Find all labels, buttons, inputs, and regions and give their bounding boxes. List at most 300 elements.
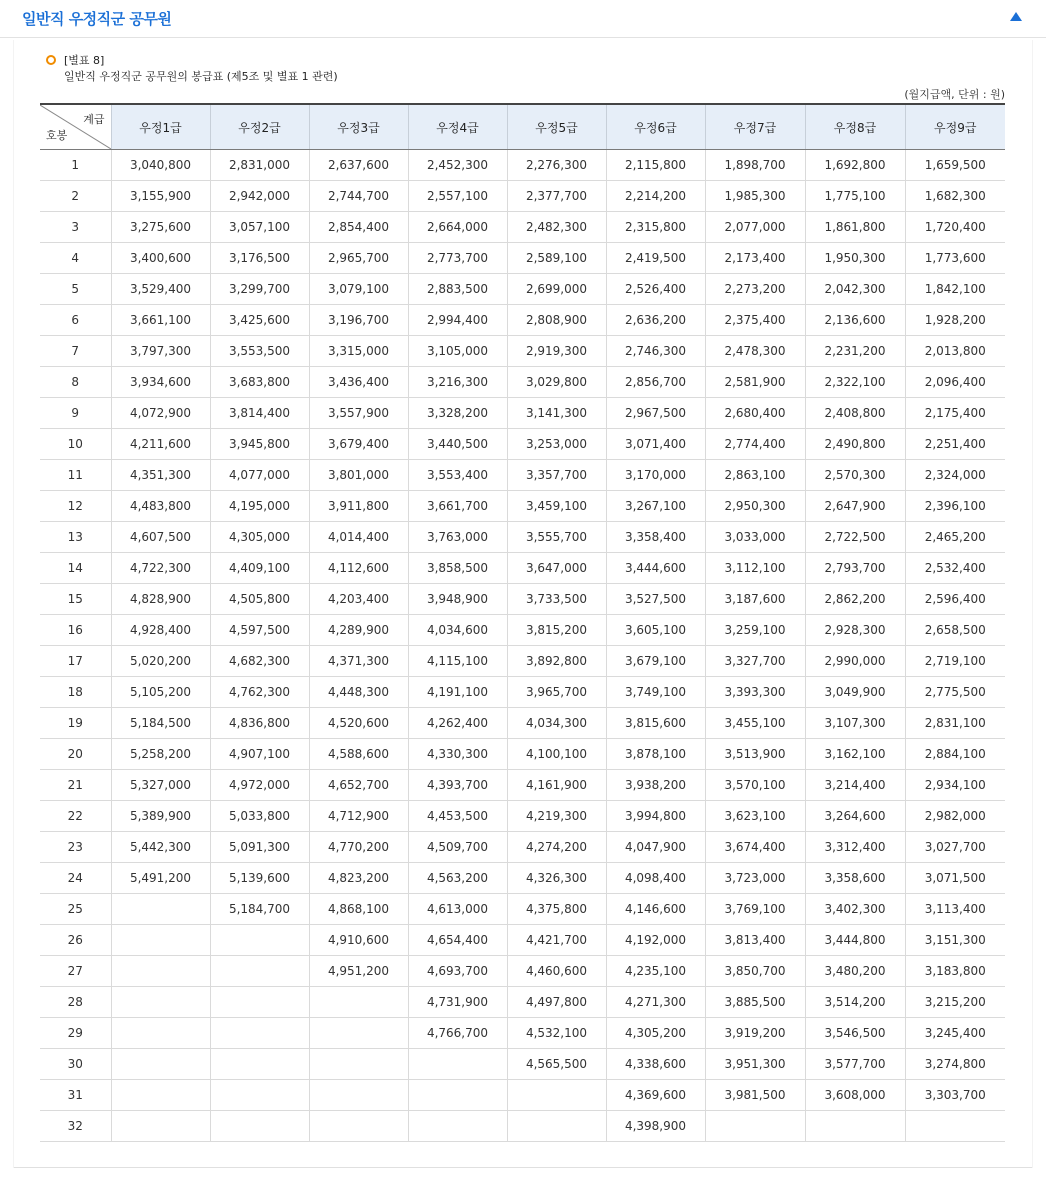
salary-cell: 3,436,400 [309,367,408,398]
salary-cell: 2,647,900 [805,491,905,522]
salary-cell: 3,245,400 [905,1018,1005,1049]
step-cell: 2 [40,181,111,212]
step-cell: 6 [40,305,111,336]
salary-cell: 2,465,200 [905,522,1005,553]
table-row [40,181,1005,212]
salary-cell: 4,766,700 [408,1018,507,1049]
section-title: 일반직 우정직군 공무원 [22,10,172,28]
salary-cell: 3,113,400 [905,894,1005,925]
salary-cell: 3,049,900 [805,677,905,708]
salary-cell: 3,801,000 [309,460,408,491]
step-cell: 16 [40,615,111,646]
salary-cell: 3,455,100 [705,708,805,739]
salary-cell: 4,563,200 [408,863,507,894]
salary-cell: 5,033,800 [210,801,309,832]
step-cell: 19 [40,708,111,739]
step-cell: 14 [40,553,111,584]
salary-cell: 3,141,300 [507,398,606,429]
salary-cell: 4,326,300 [507,863,606,894]
table-caption: 일반직 우정직군 공무원의 봉급표 (제5조 및 별표 1 관련) [64,70,338,83]
salary-cell: 3,546,500 [805,1018,905,1049]
salary-cell: 2,928,300 [805,615,905,646]
salary-cell: 5,091,300 [210,832,309,863]
salary-cell: 2,774,400 [705,429,805,460]
salary-cell: 3,275,600 [111,212,210,243]
salary-cell: 4,712,900 [309,801,408,832]
salary-cell: 4,654,400 [408,925,507,956]
salary-cell: 3,555,700 [507,522,606,553]
salary-cell: 3,733,500 [507,584,606,615]
salary-cell: 2,854,400 [309,212,408,243]
salary-cell [210,925,309,956]
salary-cell: 4,972,000 [210,770,309,801]
column-header: 우정1급 [111,104,210,150]
salary-cell: 4,112,600 [309,553,408,584]
step-cell: 11 [40,460,111,491]
salary-cell: 1,842,100 [905,274,1005,305]
salary-cell: 4,928,400 [111,615,210,646]
salary-cell: 4,305,000 [210,522,309,553]
salary-cell: 4,607,500 [111,522,210,553]
salary-cell: 4,330,300 [408,739,507,770]
salary-cell [111,925,210,956]
salary-cell: 2,096,400 [905,367,1005,398]
salary-cell: 2,115,800 [606,150,705,181]
table-row [40,367,1005,398]
step-cell: 27 [40,956,111,987]
salary-cell: 4,211,600 [111,429,210,460]
salary-cell: 3,357,700 [507,460,606,491]
collapse-up-icon[interactable] [1010,12,1022,21]
salary-cell [309,1080,408,1111]
salary-cell: 2,680,400 [705,398,805,429]
salary-cell: 3,176,500 [210,243,309,274]
step-cell: 9 [40,398,111,429]
column-header: 우정5급 [507,104,606,150]
salary-cell: 3,183,800 [905,956,1005,987]
salary-cell: 4,682,300 [210,646,309,677]
salary-cell: 2,478,300 [705,336,805,367]
salary-cell: 3,264,600 [805,801,905,832]
salary-cell: 3,299,700 [210,274,309,305]
salary-cell [705,1111,805,1142]
step-cell: 25 [40,894,111,925]
salary-cell: 4,951,200 [309,956,408,987]
unit-label: (월지급액, 단위 : 원) [904,88,1005,101]
salary-cell: 4,770,200 [309,832,408,863]
salary-cell: 2,699,000 [507,274,606,305]
salary-cell: 3,797,300 [111,336,210,367]
salary-cell: 4,274,200 [507,832,606,863]
salary-cell: 4,398,900 [606,1111,705,1142]
salary-cell: 2,231,200 [805,336,905,367]
salary-cell: 1,682,300 [905,181,1005,212]
salary-cell: 3,071,400 [606,429,705,460]
salary-cell: 3,105,000 [408,336,507,367]
column-header: 우정3급 [309,104,408,150]
step-cell: 31 [40,1080,111,1111]
salary-cell: 3,945,800 [210,429,309,460]
step-cell: 22 [40,801,111,832]
salary-cell [210,1049,309,1080]
salary-cell: 4,235,100 [606,956,705,987]
salary-cell: 4,191,100 [408,677,507,708]
salary-cell: 3,529,400 [111,274,210,305]
salary-cell: 2,919,300 [507,336,606,367]
column-header: 우정7급 [705,104,805,150]
salary-cell: 3,112,100 [705,553,805,584]
salary-cell: 3,814,400 [210,398,309,429]
salary-cell: 4,305,200 [606,1018,705,1049]
table-row [40,956,1005,987]
salary-cell: 2,967,500 [606,398,705,429]
table-row [40,150,1005,181]
salary-cell: 4,289,900 [309,615,408,646]
salary-cell: 4,652,700 [309,770,408,801]
step-cell: 28 [40,987,111,1018]
salary-cell: 5,105,200 [111,677,210,708]
salary-cell [309,1018,408,1049]
salary-cell: 3,029,800 [507,367,606,398]
header-divider [0,37,1046,38]
section-header [0,0,1046,38]
salary-cell: 4,910,600 [309,925,408,956]
salary-cell: 5,020,200 [111,646,210,677]
corner-grade-label: 계급 [83,113,105,126]
salary-cell: 3,057,100 [210,212,309,243]
salary-cell: 2,570,300 [805,460,905,491]
step-cell: 8 [40,367,111,398]
salary-cell: 3,267,100 [606,491,705,522]
salary-cell [111,1018,210,1049]
salary-cell [408,1080,507,1111]
salary-cell: 1,720,400 [905,212,1005,243]
table-row [40,553,1005,584]
column-header: 우정4급 [408,104,507,150]
salary-cell: 3,274,800 [905,1049,1005,1080]
salary-cell: 3,911,800 [309,491,408,522]
salary-cell: 2,273,200 [705,274,805,305]
salary-cell: 2,994,400 [408,305,507,336]
salary-cell: 3,480,200 [805,956,905,987]
table-row [40,677,1005,708]
salary-cell: 2,658,500 [905,615,1005,646]
salary-cell: 3,965,700 [507,677,606,708]
salary-cell [309,987,408,1018]
salary-cell: 3,553,500 [210,336,309,367]
salary-cell: 4,836,800 [210,708,309,739]
step-cell: 13 [40,522,111,553]
salary-cell [210,987,309,1018]
salary-cell: 2,532,400 [905,553,1005,584]
salary-cell: 2,775,500 [905,677,1005,708]
salary-cell: 2,636,200 [606,305,705,336]
salary-cell: 3,557,900 [309,398,408,429]
salary-cell: 2,526,400 [606,274,705,305]
salary-cell: 5,184,500 [111,708,210,739]
salary-cell: 4,409,100 [210,553,309,584]
table-row [40,305,1005,336]
salary-cell: 3,071,500 [905,863,1005,894]
salary-cell: 3,623,100 [705,801,805,832]
salary-cell: 4,453,500 [408,801,507,832]
table-row [40,429,1005,460]
salary-cell: 2,719,100 [905,646,1005,677]
salary-cell: 4,338,600 [606,1049,705,1080]
salary-cell [408,1111,507,1142]
salary-cell: 3,033,000 [705,522,805,553]
salary-cell [309,1111,408,1142]
salary-cell: 2,490,800 [805,429,905,460]
salary-cell: 3,513,900 [705,739,805,770]
salary-cell: 3,040,800 [111,150,210,181]
step-cell: 32 [40,1111,111,1142]
table-row [40,1049,1005,1080]
column-header: 우정2급 [210,104,309,150]
salary-cell: 4,597,500 [210,615,309,646]
salary-cell: 4,613,000 [408,894,507,925]
salary-cell: 3,315,000 [309,336,408,367]
salary-cell: 2,377,700 [507,181,606,212]
salary-cell: 4,203,400 [309,584,408,615]
salary-cell: 4,161,900 [507,770,606,801]
table-row [40,460,1005,491]
salary-cell: 2,136,600 [805,305,905,336]
salary-cell: 1,659,500 [905,150,1005,181]
salary-cell: 2,965,700 [309,243,408,274]
salary-cell [210,1111,309,1142]
salary-cell: 2,883,500 [408,274,507,305]
salary-cell: 4,828,900 [111,584,210,615]
salary-cell: 3,661,100 [111,305,210,336]
salary-cell: 2,276,300 [507,150,606,181]
salary-cell: 4,393,700 [408,770,507,801]
salary-cell: 3,683,800 [210,367,309,398]
step-cell: 18 [40,677,111,708]
salary-cell: 4,693,700 [408,956,507,987]
salary-cell [111,956,210,987]
salary-cell: 2,251,400 [905,429,1005,460]
salary-cell: 1,985,300 [705,181,805,212]
salary-cell: 4,077,000 [210,460,309,491]
salary-cell: 4,271,300 [606,987,705,1018]
table-row [40,739,1005,770]
salary-cell: 3,878,100 [606,739,705,770]
table-row [40,770,1005,801]
table-row [40,832,1005,863]
salary-cell: 3,327,700 [705,646,805,677]
salary-cell: 2,773,700 [408,243,507,274]
salary-cell: 4,192,000 [606,925,705,956]
salary-cell [111,1049,210,1080]
salary-cell: 3,749,100 [606,677,705,708]
step-cell: 3 [40,212,111,243]
salary-cell: 3,216,300 [408,367,507,398]
step-cell: 24 [40,863,111,894]
step-cell: 23 [40,832,111,863]
column-header: 우정9급 [905,104,1005,150]
salary-cell: 3,170,000 [606,460,705,491]
salary-cell: 4,460,600 [507,956,606,987]
appendix-label: [별표 8] [64,54,105,67]
salary-cell: 3,253,000 [507,429,606,460]
step-cell: 17 [40,646,111,677]
salary-cell: 3,527,500 [606,584,705,615]
salary-cell: 4,532,100 [507,1018,606,1049]
salary-cell: 5,184,700 [210,894,309,925]
table-row [40,491,1005,522]
salary-cell: 5,258,200 [111,739,210,770]
salary-cell: 2,077,000 [705,212,805,243]
salary-cell [210,1080,309,1111]
salary-cell: 4,505,800 [210,584,309,615]
salary-cell: 4,115,100 [408,646,507,677]
table-row [40,646,1005,677]
salary-cell: 3,608,000 [805,1080,905,1111]
step-cell: 21 [40,770,111,801]
salary-cell: 2,950,300 [705,491,805,522]
corner-step-label: 호봉 [46,129,68,142]
salary-cell: 3,151,300 [905,925,1005,956]
salary-cell: 4,351,300 [111,460,210,491]
salary-cell: 1,692,800 [805,150,905,181]
salary-cell: 3,358,600 [805,863,905,894]
salary-cell: 4,072,900 [111,398,210,429]
salary-cell: 3,155,900 [111,181,210,212]
salary-cell: 3,723,000 [705,863,805,894]
salary-cell: 1,950,300 [805,243,905,274]
salary-cell: 2,589,100 [507,243,606,274]
table-row [40,522,1005,553]
salary-cell: 4,219,300 [507,801,606,832]
salary-cell: 4,509,700 [408,832,507,863]
table-row [40,925,1005,956]
step-cell: 30 [40,1049,111,1080]
salary-cell: 3,892,800 [507,646,606,677]
salary-cell: 4,520,600 [309,708,408,739]
salary-cell: 2,042,300 [805,274,905,305]
salary-cell: 2,808,900 [507,305,606,336]
salary-cell: 4,868,100 [309,894,408,925]
salary-cell: 2,408,800 [805,398,905,429]
step-cell: 29 [40,1018,111,1049]
step-cell: 5 [40,274,111,305]
salary-cell: 3,679,100 [606,646,705,677]
table-row [40,894,1005,925]
salary-cell: 3,440,500 [408,429,507,460]
salary-cell: 5,442,300 [111,832,210,863]
salary-cell [507,1080,606,1111]
column-header: 우정6급 [606,104,705,150]
salary-cell: 2,175,400 [905,398,1005,429]
salary-cell: 2,982,000 [905,801,1005,832]
table-row [40,615,1005,646]
salary-cell: 3,402,300 [805,894,905,925]
salary-cell: 3,813,400 [705,925,805,956]
salary-cell: 3,948,900 [408,584,507,615]
salary-cell: 2,744,700 [309,181,408,212]
salary-cell: 3,679,400 [309,429,408,460]
salary-cell: 4,448,300 [309,677,408,708]
salary-cell [309,1049,408,1080]
salary-cell: 4,146,600 [606,894,705,925]
table-row [40,1080,1005,1111]
salary-cell [111,894,210,925]
salary-cell: 3,570,100 [705,770,805,801]
salary-cell: 2,863,100 [705,460,805,491]
salary-cell: 2,419,500 [606,243,705,274]
salary-cell: 3,674,400 [705,832,805,863]
salary-table [40,103,1005,1142]
salary-cell: 4,588,600 [309,739,408,770]
step-cell: 12 [40,491,111,522]
step-cell: 1 [40,150,111,181]
salary-cell: 2,856,700 [606,367,705,398]
corner-header [40,104,111,150]
step-cell: 26 [40,925,111,956]
salary-cell: 5,139,600 [210,863,309,894]
salary-cell: 2,557,100 [408,181,507,212]
salary-cell: 3,815,200 [507,615,606,646]
salary-cell: 3,885,500 [705,987,805,1018]
salary-cell: 5,491,200 [111,863,210,894]
salary-cell [507,1111,606,1142]
salary-cell: 2,581,900 [705,367,805,398]
salary-cell: 3,303,700 [905,1080,1005,1111]
salary-cell: 3,459,100 [507,491,606,522]
salary-cell: 3,215,200 [905,987,1005,1018]
salary-cell: 3,514,200 [805,987,905,1018]
table-row [40,1111,1005,1142]
salary-cell: 3,850,700 [705,956,805,987]
salary-cell: 3,196,700 [309,305,408,336]
salary-cell: 4,098,400 [606,863,705,894]
salary-cell: 3,763,000 [408,522,507,553]
salary-cell: 2,831,000 [210,150,309,181]
salary-cell: 2,324,000 [905,460,1005,491]
salary-cell [905,1111,1005,1142]
salary-cell: 3,605,100 [606,615,705,646]
salary-cell: 2,322,100 [805,367,905,398]
salary-cell: 3,444,600 [606,553,705,584]
salary-cell [111,987,210,1018]
salary-cell: 3,981,500 [705,1080,805,1111]
table-row [40,863,1005,894]
salary-cell: 3,951,300 [705,1049,805,1080]
salary-cell: 2,396,100 [905,491,1005,522]
salary-cell: 2,482,300 [507,212,606,243]
table-row [40,708,1005,739]
salary-cell: 3,577,700 [805,1049,905,1080]
salary-cell: 3,994,800 [606,801,705,832]
table-row [40,584,1005,615]
salary-cell: 2,596,400 [905,584,1005,615]
salary-cell: 2,793,700 [805,553,905,584]
salary-cell: 4,565,500 [507,1049,606,1080]
salary-cell [408,1049,507,1080]
salary-cell: 2,862,200 [805,584,905,615]
salary-cell: 4,195,000 [210,491,309,522]
table-row [40,1018,1005,1049]
salary-cell: 3,553,400 [408,460,507,491]
salary-cell [111,1080,210,1111]
salary-cell: 3,661,700 [408,491,507,522]
salary-cell [805,1111,905,1142]
salary-cell: 5,389,900 [111,801,210,832]
salary-cell: 4,497,800 [507,987,606,1018]
table-row [40,274,1005,305]
column-header: 우정8급 [805,104,905,150]
